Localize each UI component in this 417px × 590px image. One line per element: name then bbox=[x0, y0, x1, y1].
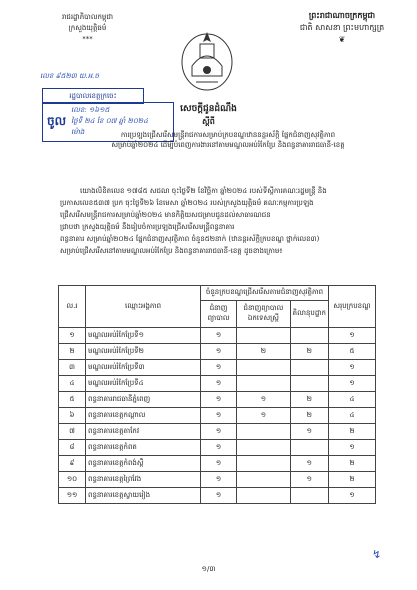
quota-table-body bbox=[59, 328, 376, 504]
table-cell: ពន្ធនាគារខេត្តស្វាយរៀង bbox=[86, 488, 201, 504]
national-motto: ជាតិ សាសនា ព្រះមហាក្សត្រ bbox=[299, 23, 385, 32]
table-cell bbox=[237, 440, 290, 456]
table-cell: ១ bbox=[201, 344, 237, 360]
table-cell: ១ bbox=[201, 360, 237, 376]
ministry-emblem-icon bbox=[178, 26, 236, 92]
received-stamp-time: ម៉ោង bbox=[71, 128, 85, 136]
table-row bbox=[59, 328, 376, 344]
table-row bbox=[59, 456, 376, 472]
quota-table bbox=[58, 285, 376, 504]
header-sub-treatment: ជំនាញព្យាបាល bbox=[201, 301, 237, 328]
table-cell: ២ bbox=[290, 392, 328, 408]
subject-line: ការប្រឡងជ្រើសរើសមន្ត្រីរាជការសម្រាប់ក្របខណ្ឌ​ឋាននន្តរស័ក្តិ ផ្នែកជំនាញសុវត្ថិភាព bbox=[120, 131, 336, 139]
table-cell: ២ bbox=[290, 408, 328, 424]
paragraph-line: សម្រាប់ជ្រើសរើសនៅតាមមណ្ឌលអប់រំកែប្រែ និងពន្ធនាគាររាជធានី-ខេត្ត ដូចខាងក្រោម៖ bbox=[60, 247, 283, 255]
table-cell bbox=[290, 376, 328, 392]
table-cell bbox=[237, 328, 290, 344]
table-cell: មណ្ឌលអប់រំកែប្រែទី១ bbox=[86, 328, 201, 344]
table-cell: ២ bbox=[59, 344, 86, 360]
initial-mark: ↯ bbox=[372, 548, 382, 561]
table-row bbox=[59, 488, 376, 504]
received-stamp-label: ចូល bbox=[47, 114, 67, 128]
table-cell: ២ bbox=[290, 344, 328, 360]
table-cell: ១ bbox=[329, 440, 376, 456]
table-cell bbox=[237, 472, 290, 488]
table-cell: ២ bbox=[329, 424, 376, 440]
table-cell: មណ្ឌលអប់រំកែប្រែទី២ bbox=[86, 344, 201, 360]
table-cell: ១ bbox=[237, 408, 290, 424]
received-stamp-date: ថ្ងៃទី ២៤ ខែ ០៧ ឆ្នាំ ២០២៤ bbox=[71, 117, 149, 125]
table-cell: ១ bbox=[329, 488, 376, 504]
table-row bbox=[59, 360, 376, 376]
table-cell: ពន្ធនាគាររាជធានីភ្នំពេញ bbox=[86, 392, 201, 408]
table-row bbox=[59, 344, 376, 360]
table-cell bbox=[290, 328, 328, 344]
table-cell: ១ bbox=[59, 328, 86, 344]
document-number: លេខ ៩៥២៣ យ.អ.ច bbox=[40, 72, 99, 80]
table-cell bbox=[290, 488, 328, 504]
table-cell: ១ bbox=[201, 456, 237, 472]
table-cell: ពន្ធនាគារខេត្តកំពង់ស្ពឺ bbox=[86, 456, 201, 472]
subject-line: សម្រាប់ឆ្នាំ២០២៤ ដើម្បីបំពេញការងារនៅតាមមណ្ឌលអប់រំកែប្រែ និងពន្ធនាគាររាជធានី-ខេត្ត bbox=[111, 141, 345, 149]
notice-subtitle: ស្តីពី bbox=[202, 117, 215, 126]
notice-subject bbox=[58, 130, 398, 150]
table-cell: ១ bbox=[329, 328, 376, 344]
header-number: ល.រ bbox=[59, 286, 86, 328]
table-row bbox=[59, 408, 376, 424]
header-quota-group: ចំនួនក្របខណ្ឌជ្រើសរើសតាមជំនាញសុវត្ថិភាព bbox=[201, 286, 329, 301]
table-cell: ២ bbox=[329, 472, 376, 488]
government-name: រាជរដ្ឋាភិបាលកម្ពុជា bbox=[61, 13, 114, 21]
kingdom-name: ព្រះរាជាណាចក្រកម្ពុជា bbox=[308, 11, 376, 20]
table-cell: ៣ bbox=[59, 360, 86, 376]
notice-title: សេចក្តីជូនដំណឹង bbox=[180, 104, 237, 114]
header-ornament: *** bbox=[82, 35, 93, 43]
table-cell bbox=[237, 488, 290, 504]
table-cell: ៩ bbox=[59, 456, 86, 472]
table-cell: ពន្ធនាគារខេត្តកំពត bbox=[86, 440, 201, 456]
table-cell: ២ bbox=[237, 344, 290, 360]
paragraph-line: ពន្ធនាគារ សម្រាប់ឆ្នាំ២០២៤ ផ្នែកជំនាញសុវត្ថិភាព ចំនួន៥២នាក់ (ឋានន្តរស័ក្តិក្របខណ្ឌ ថ្នាក់លេខ៣) bbox=[60, 235, 320, 243]
table-row bbox=[59, 424, 376, 440]
paragraph-line: ប្រកាសលេខ៥៣៧ ប្រក ចុះថ្ងៃទី២៦ ខែមេសា ឆ្នាំ២០២៤ របស់ក្រសួងយុត្តិធម៌ គណៈកម្មការប្រឡង bbox=[60, 199, 314, 207]
received-stamp-department: រដ្ឋបាលខេត្តក្រចេះ bbox=[42, 88, 144, 104]
left-header bbox=[40, 12, 135, 45]
table-cell: ១ bbox=[201, 440, 237, 456]
table-cell: មណ្ឌលអប់រំកែប្រែទី៤ bbox=[86, 376, 201, 392]
table-cell: ១ bbox=[290, 456, 328, 472]
table-cell: ១ bbox=[329, 376, 376, 392]
table-row bbox=[59, 392, 376, 408]
table-cell: ១ bbox=[201, 472, 237, 488]
paragraph-line: យោងលិខិតលេខ ១៧៨៥ សជណ ចុះថ្ងៃទី២ ខែវិច្ឆិកា ឆ្នាំ២០២៤ របស់ទីស្តីការគណៈរដ្ឋមន្ត្រី និង bbox=[80, 187, 327, 195]
header-total: សរុបក្របខណ្ឌ bbox=[329, 286, 376, 328]
table-cell: ១ bbox=[201, 424, 237, 440]
table-cell: ៥ bbox=[329, 344, 376, 360]
table-cell: ៦ bbox=[59, 408, 86, 424]
ministry-name: ក្រសួងយុត្តិធម៌ bbox=[68, 24, 107, 32]
header-unit-name: ឈ្មោះអង្គភាព bbox=[86, 286, 201, 328]
notice-paragraph bbox=[60, 185, 400, 257]
table-cell: មណ្ឌលអប់រំកែប្រែទី៣ bbox=[86, 360, 201, 376]
table-cell: ១ bbox=[201, 488, 237, 504]
right-header bbox=[282, 10, 402, 46]
table-cell: ១១ bbox=[59, 488, 86, 504]
paragraph-line: ជ្រាបថា ក្រសួងយុត្តិធម៌ នឹងរៀបចំការប្រឡងជ្រើសរើសមន្ត្រីពន្ធនាគារ bbox=[60, 223, 235, 231]
table-cell: ១ bbox=[290, 424, 328, 440]
header-sub-women: ជំនាញព្យាបាល ឯកទេសស្ត្រី bbox=[237, 301, 290, 328]
table-cell: ៤ bbox=[329, 408, 376, 424]
table-cell bbox=[237, 456, 290, 472]
table-cell bbox=[290, 440, 328, 456]
header-sub-nurse: គិលានុបដ្ឋាក bbox=[290, 301, 328, 328]
table-cell: ពន្ធនាគារខេត្តព្រៃវែង bbox=[86, 472, 201, 488]
table-cell: ៨ bbox=[59, 440, 86, 456]
paragraph-line: ជ្រើសរើសមន្ត្រីរាជការសម្រាប់ឆ្នាំ២០២៤ មានកិត្តិយសជម្រាបជូនដល់សាធារណជន bbox=[60, 211, 271, 219]
table-cell: ៧ bbox=[59, 424, 86, 440]
table-cell: ៤ bbox=[59, 376, 86, 392]
table-cell: ១ bbox=[290, 472, 328, 488]
table-row bbox=[59, 472, 376, 488]
table-cell: ៥ bbox=[59, 392, 86, 408]
table-row bbox=[59, 376, 376, 392]
table-cell: ពន្ធនាគារខេត្តតាកែវ bbox=[86, 424, 201, 440]
table-row bbox=[59, 440, 376, 456]
table-cell: ១ bbox=[201, 392, 237, 408]
table-cell bbox=[237, 360, 290, 376]
table-cell bbox=[237, 376, 290, 392]
table-cell bbox=[290, 360, 328, 376]
table-cell: ១ bbox=[201, 408, 237, 424]
table-cell: ១ bbox=[237, 392, 290, 408]
table-cell: ១ bbox=[201, 376, 237, 392]
received-stamp-number: លេខ: ១៦១៥ bbox=[71, 106, 110, 114]
table-cell bbox=[237, 424, 290, 440]
table-cell: ១ bbox=[201, 328, 237, 344]
table-cell: ២ bbox=[329, 456, 376, 472]
table-cell: ១ bbox=[329, 360, 376, 376]
motto-ornament: ❦ bbox=[338, 35, 346, 44]
table-cell: ៤ bbox=[329, 392, 376, 408]
page-number: ១/៣ bbox=[201, 565, 216, 573]
table-cell: ១០ bbox=[59, 472, 86, 488]
table-cell: ពន្ធនាគារខេត្តកណ្តាល bbox=[86, 408, 201, 424]
